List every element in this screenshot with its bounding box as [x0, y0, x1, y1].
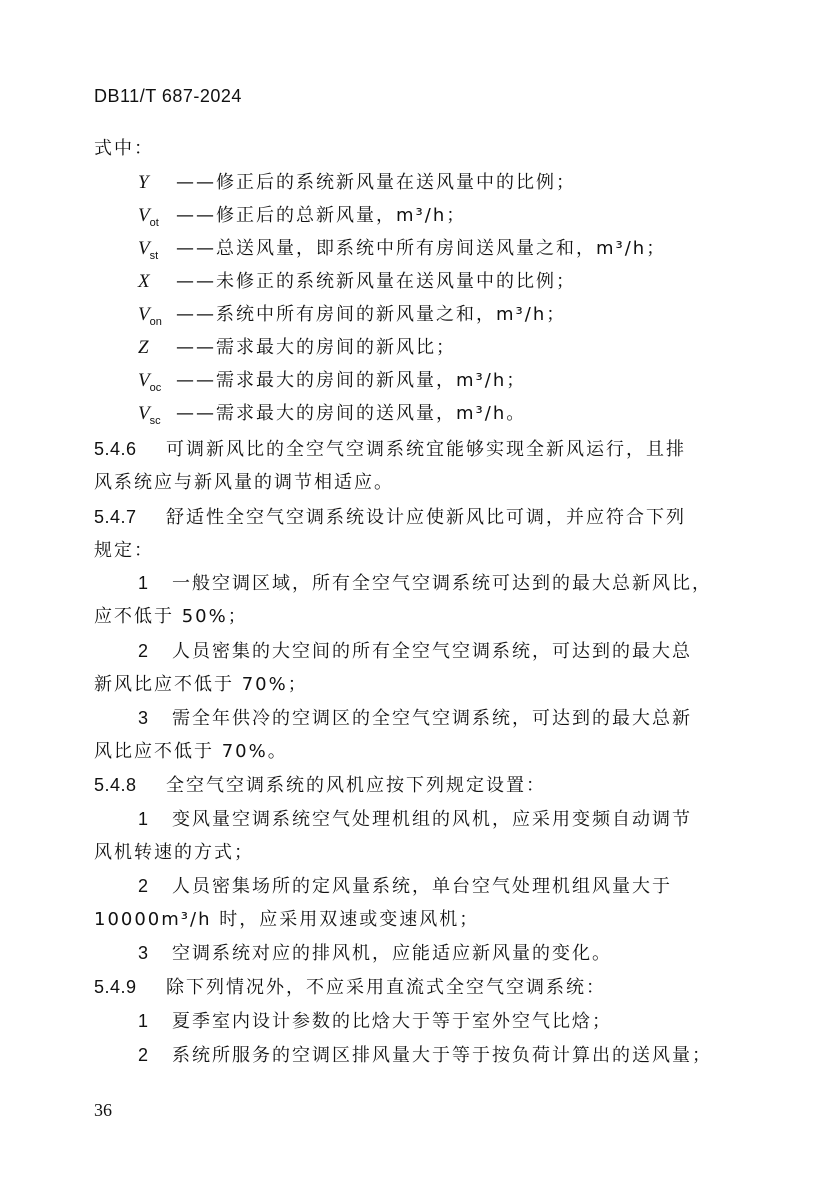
- item-continuation: 应不低于 50%；: [94, 606, 248, 627]
- item-number: 3: [138, 943, 151, 963]
- list-item: [138, 942, 612, 965]
- definition-text: ——需求最大的房间的新风比；: [176, 337, 456, 358]
- symbol: $V_{st}$: [138, 238, 159, 262]
- paragraph-continuation: 规定：: [94, 540, 154, 561]
- formula-intro: 式中：: [94, 138, 154, 159]
- item-number: 1: [138, 809, 151, 829]
- item-number: 1: [138, 573, 151, 593]
- section-number: 5.4.9: [94, 977, 137, 997]
- symbol: X: [138, 271, 150, 292]
- section-number: 5.4.6: [94, 439, 137, 459]
- item-continuation: 风机转速的方式；: [94, 842, 254, 863]
- list-item: [138, 808, 692, 831]
- paragraph-text: 可调新风比的全空气空调系统宜能够实现全新风运行，且排: [166, 439, 686, 460]
- item-text: 人员密集场所的定风量系统，单台空气处理机组风量大于: [172, 876, 672, 897]
- section-5-4-6: [94, 438, 686, 461]
- list-item: [138, 572, 712, 595]
- definition-text: ——总送风量，即系统中所有房间送风量之和，m³/h；: [176, 238, 667, 259]
- symbol: $V_{sc}$: [138, 403, 161, 427]
- list-item: [138, 875, 672, 898]
- item-number: 1: [138, 1011, 151, 1031]
- paragraph-continuation: 风系统应与新风量的调节相适应。: [94, 472, 394, 493]
- list-item: [138, 640, 692, 663]
- symbol: $V_{ot}$: [138, 205, 159, 229]
- paragraph-text: 除下列情况外，不应采用直流式全空气空调系统：: [166, 977, 606, 998]
- definition-row: [138, 370, 526, 399]
- item-number: 2: [138, 641, 151, 661]
- definition-row: [138, 238, 666, 267]
- item-number: 2: [138, 876, 151, 896]
- definition-row: [138, 403, 526, 432]
- list-item: [138, 707, 692, 730]
- list-item: [138, 1010, 612, 1033]
- item-text: 需全年供冷的空调区的全空气空调系统，可达到的最大总新: [172, 708, 692, 729]
- section-5-4-8: [94, 774, 546, 797]
- list-item: [138, 1044, 712, 1067]
- item-text: 空调系统对应的排风机，应能适应新风量的变化。: [172, 943, 612, 964]
- definition-text: ——修正后的总新风量，m³/h；: [176, 205, 467, 226]
- symbol: Z: [138, 337, 149, 358]
- item-number: 3: [138, 708, 151, 728]
- definition-row: [138, 205, 466, 234]
- page-number: 36: [94, 1100, 112, 1120]
- item-continuation: 10000m³/h 时，应采用双速或变速风机；: [94, 909, 480, 930]
- definition-text: ——需求最大的房间的送风量，m³/h。: [176, 403, 527, 424]
- item-continuation: 风比应不低于 70%。: [94, 741, 288, 762]
- section-5-4-9: [94, 976, 606, 999]
- symbol: $V_{oc}$: [138, 370, 162, 394]
- paragraph-text: 全空气空调系统的风机应按下列规定设置：: [166, 775, 546, 796]
- definition-text: ——系统中所有房间的新风量之和，m³/h；: [176, 304, 567, 325]
- item-text: 系统所服务的空调区排风量大于等于按负荷计算出的送风量；: [172, 1045, 712, 1066]
- item-number: 2: [138, 1045, 151, 1065]
- section-number: 5.4.8: [94, 775, 137, 795]
- symbol: $V_{on}$: [138, 304, 162, 328]
- definition-row: [138, 271, 576, 300]
- section-5-4-7: [94, 506, 686, 529]
- document-code: DB11/T 687-2024: [94, 86, 242, 106]
- definition-row: [138, 304, 566, 333]
- definition-row: [138, 337, 456, 366]
- definition-text: ——未修正的系统新风量在送风量中的比例；: [176, 271, 576, 292]
- definition-row: [138, 172, 576, 201]
- definition-text: ——需求最大的房间的新风量，m³/h；: [176, 370, 527, 391]
- paragraph-text: 舒适性全空气空调系统设计应使新风比可调，并应符合下列: [166, 507, 686, 528]
- section-number: 5.4.7: [94, 507, 137, 527]
- item-text: 夏季室内设计参数的比焓大于等于室外空气比焓；: [172, 1011, 612, 1032]
- item-text: 一般空调区域，所有全空气空调系统可达到的最大总新风比，: [172, 573, 712, 594]
- symbol: Y: [138, 172, 149, 193]
- item-text: 人员密集的大空间的所有全空气空调系统，可达到的最大总: [172, 641, 692, 662]
- item-text: 变风量空调系统空气处理机组的风机，应采用变频自动调节: [172, 809, 692, 830]
- definition-text: ——修正后的系统新风量在送风量中的比例；: [176, 172, 576, 193]
- item-continuation: 新风比应不低于 70%；: [94, 674, 308, 695]
